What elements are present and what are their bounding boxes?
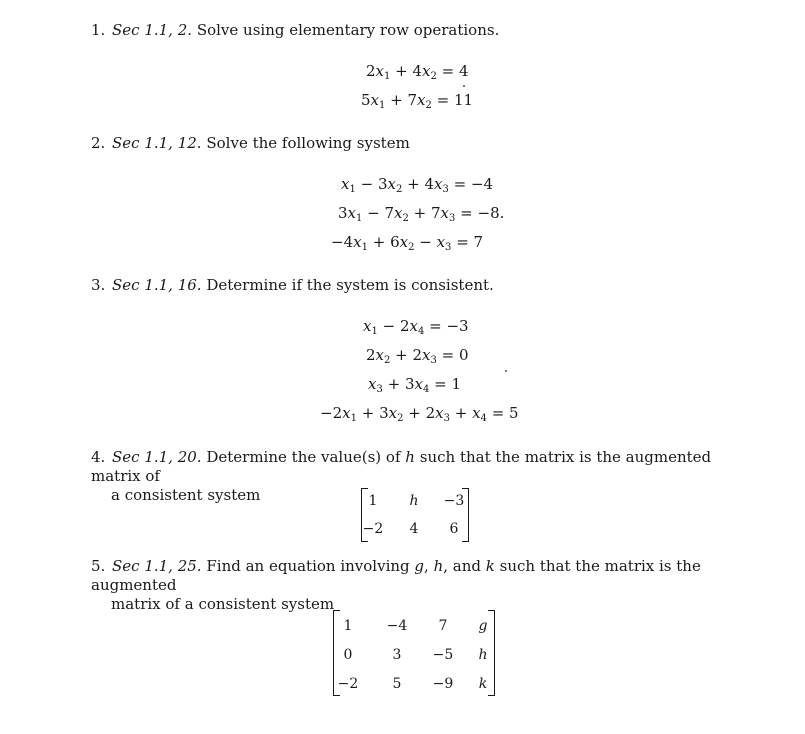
problem-reference: Sec 1.1, 20. bbox=[112, 448, 202, 466]
problem-reference: Sec 1.1, 25. bbox=[112, 557, 202, 575]
problem-reference: Sec 1.1, 2. bbox=[112, 21, 193, 39]
stray-dot bbox=[505, 370, 507, 372]
matrix-cell: −9 bbox=[432, 676, 454, 692]
problem-instruction: Solve using elementary row operations. bbox=[196, 21, 500, 39]
variable-g: g bbox=[414, 557, 425, 575]
matrix-cell: −3 bbox=[443, 493, 465, 509]
matrix-cell: k bbox=[478, 676, 488, 692]
problem-5 bbox=[91, 557, 719, 614]
problem-1 bbox=[91, 21, 719, 40]
augmented-matrix-5 bbox=[333, 610, 495, 696]
equation: $5x_1 + 7x_2 = 11$ bbox=[361, 91, 474, 111]
equation: $-2x_1 + 3x_2 + 2x_3 + x_4 = 5$ bbox=[320, 404, 519, 424]
equation: $x_1 - 3x_2 + 4x_3 = -4$ bbox=[341, 175, 494, 195]
matrix-cell: 4 bbox=[409, 521, 419, 537]
problem-number: 1. bbox=[91, 21, 106, 39]
problem-instruction: Find an equation involving bbox=[206, 557, 410, 575]
matrix-cell: 7 bbox=[438, 618, 448, 634]
equation: $2x_2 + 2x_3 = 0$ bbox=[366, 346, 469, 366]
separator: , and bbox=[443, 557, 482, 575]
matrix-cell: 3 bbox=[392, 647, 402, 663]
matrix-cell: −2 bbox=[337, 676, 359, 692]
problem-instruction-line2: a consistent system bbox=[111, 486, 261, 504]
equation: $2x_1 + 4x_2 = 4$ bbox=[366, 62, 469, 82]
matrix-cell: −4 bbox=[386, 618, 408, 634]
equation: $-4x_1 + 6x_2 - x_3 = 7$ bbox=[331, 233, 484, 253]
problem-reference: Sec 1.1, 16. bbox=[112, 276, 202, 294]
matrix-cell: −5 bbox=[432, 647, 454, 663]
problem-number: 2. bbox=[91, 134, 106, 152]
problem-number: 3. bbox=[91, 276, 106, 294]
problem-number: 4. bbox=[91, 448, 106, 466]
equation: $x_3 + 3x_4 = 1$ bbox=[368, 375, 461, 395]
equation: $x_1 - 2x_4 = -3$ bbox=[363, 317, 469, 337]
problem-2 bbox=[91, 134, 719, 153]
matrix-cell: h bbox=[409, 493, 419, 509]
problem-instruction: Determine the value(s) of bbox=[206, 448, 401, 466]
augmented-matrix-4 bbox=[361, 488, 469, 542]
matrix-cell: 1 bbox=[343, 618, 353, 634]
problem-3 bbox=[91, 276, 719, 295]
matrix-cell: 6 bbox=[449, 521, 459, 537]
matrix-cell: −2 bbox=[362, 521, 384, 537]
problem-instruction-cont: such that the matrix is the augmented bbox=[91, 557, 701, 594]
problem-instruction-line2: matrix of a consistent system bbox=[111, 595, 335, 613]
matrix-cell: 0 bbox=[343, 647, 353, 663]
equation: $3x_1 - 7x_2 + 7x_3 = -8$. bbox=[338, 204, 505, 224]
variable-k: k bbox=[485, 557, 495, 575]
separator: , bbox=[424, 557, 429, 575]
problem-reference: Sec 1.1, 12. bbox=[112, 134, 202, 152]
problem-instruction-cont: such that the matrix is the augmented matrix of bbox=[91, 448, 712, 485]
problem-instruction: Determine if the system is consistent. bbox=[206, 276, 494, 294]
stray-dot bbox=[463, 85, 465, 87]
matrix-cell: 5 bbox=[392, 676, 402, 692]
problem-instruction: Solve the following system bbox=[206, 134, 410, 152]
matrix-cell: g bbox=[478, 618, 488, 634]
problem-number: 5. bbox=[91, 557, 106, 575]
matrix-cell: h bbox=[478, 647, 488, 663]
matrix-cell: 1 bbox=[368, 493, 378, 509]
variable-h: h bbox=[405, 448, 415, 466]
variable-h: h bbox=[433, 557, 444, 575]
